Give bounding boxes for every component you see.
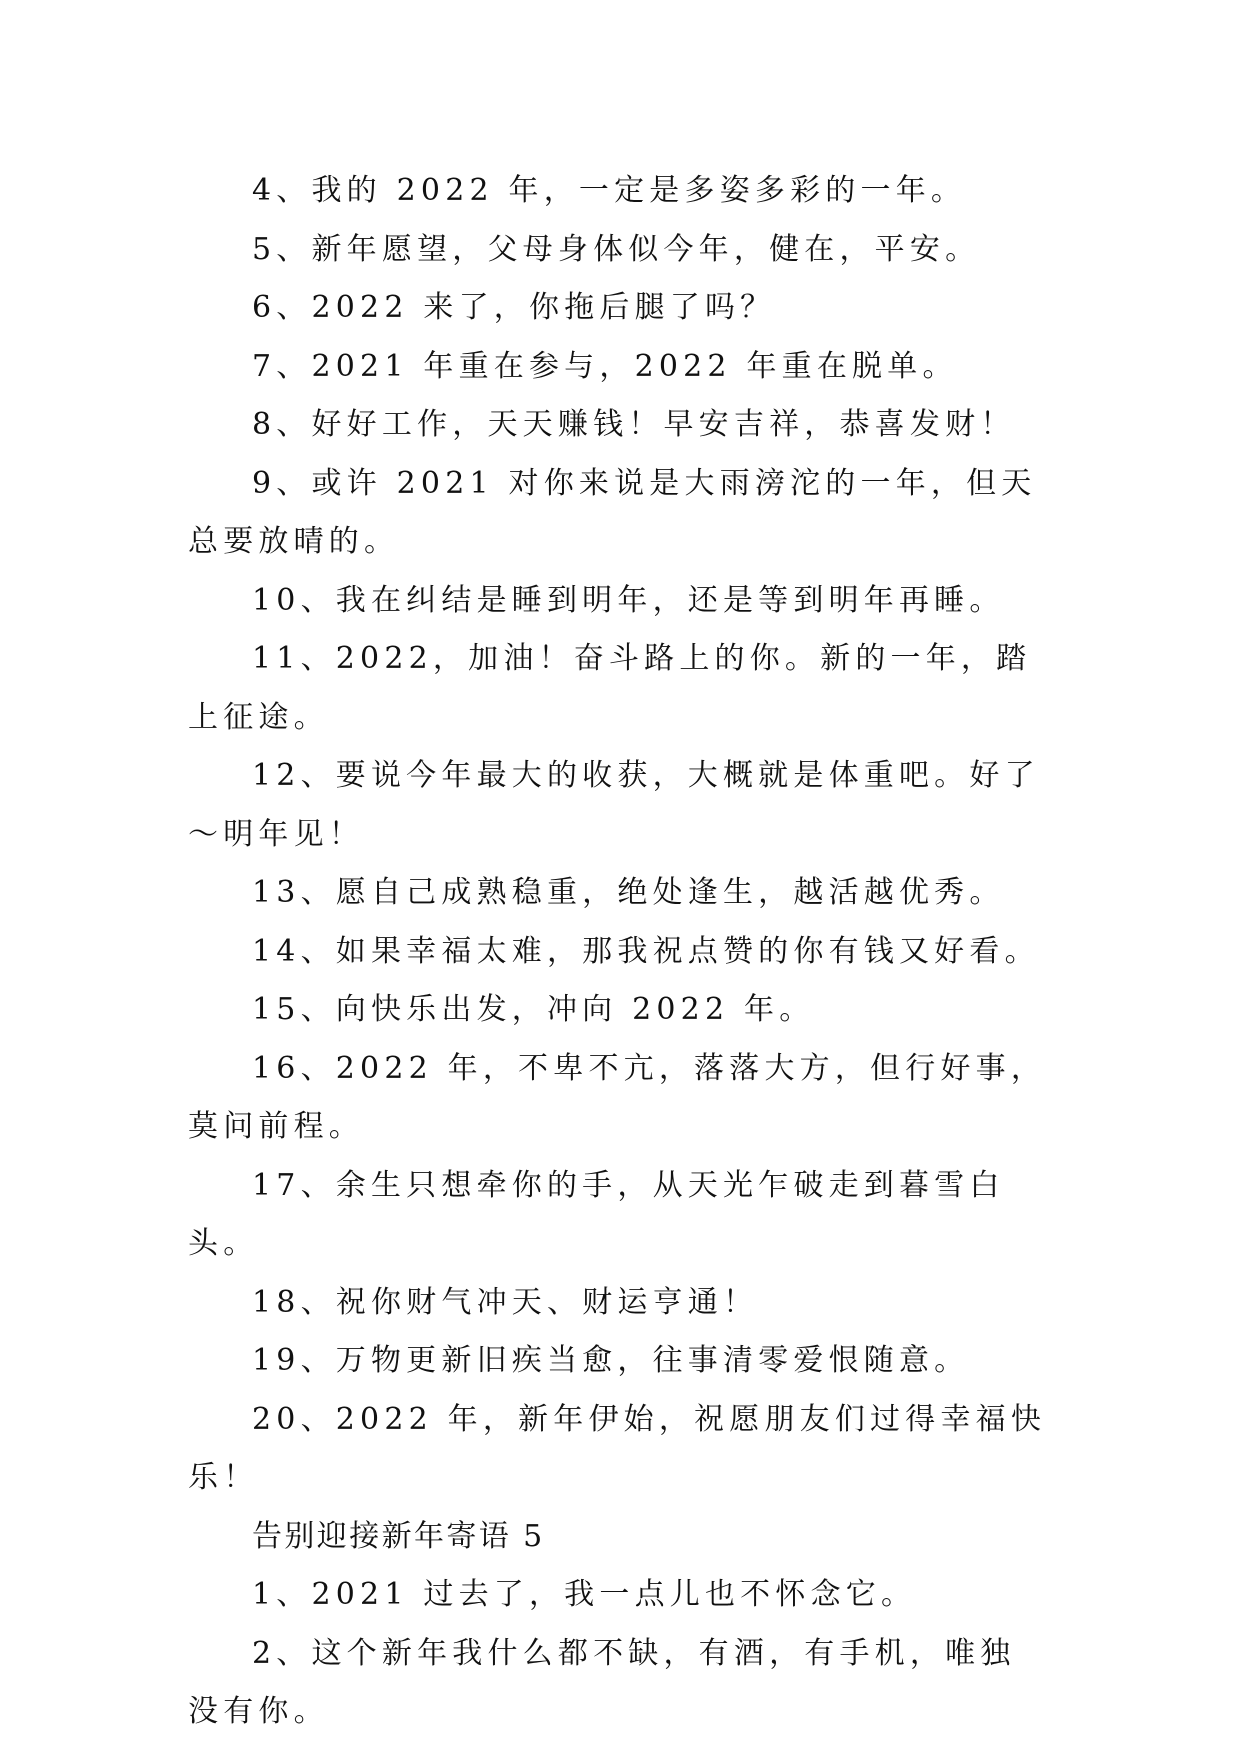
paragraph-15: 15、向快乐出发，冲向 2022 年。 <box>252 992 815 1027</box>
paragraph-5: 5、新年愿望，父母身体似今年，健在，平安。 <box>252 231 981 267</box>
section-paragraph-2: 2、这个新年我什么都不缺，有酒，有手机，唯独没有你。 <box>188 1635 1016 1729</box>
paragraph-13: 13、愿自己成熟稳重，绝处逢生，越活越优秀。 <box>252 875 1005 910</box>
paragraph-9: 9、或许 2021 对你来说是大雨滂沱的一年，但天总要放晴的。 <box>188 465 1037 559</box>
section-heading: 告别迎接新年寄语 5 <box>252 1518 545 1554</box>
paragraph-11: 11、2022，加油！奋斗路上的你。新的一年，踏上征途。 <box>188 641 1032 735</box>
paragraph-14: 14、如果幸福太难，那我祝点赞的你有钱又好看。 <box>252 933 1040 969</box>
paragraph-19: 19、万物更新旧疾当愈，往事清零爱恨随意。 <box>252 1343 970 1378</box>
paragraph-18: 18、祝你财气冲天、财运亨通！ <box>252 1284 759 1320</box>
paragraph-8: 8、好好工作，天天赚钱！早安吉祥，恭喜发财！ <box>252 407 1016 442</box>
paragraph-17: 17、余生只想牵你的手，从天光乍破走到暮雪白头。 <box>188 1167 1005 1261</box>
paragraph-16: 16、2022 年，不卑不亢，落落大方，但行好事，莫问前程。 <box>188 1050 1047 1144</box>
paragraph-6: 6、2022 来了，你拖后腿了吗？ <box>252 290 776 325</box>
section-paragraph-1: 1、2021 过去了，我一点儿也不怀念它。 <box>252 1577 917 1612</box>
paragraph-12: 12、要说今年最大的收获，大概就是体重吧。好了～明年见！ <box>188 758 1040 852</box>
paragraph-20: 20、2022 年，新年伊始，祝愿朋友们过得幸福快乐！ <box>188 1401 1047 1495</box>
paragraph-4: 4、我的 2022 年，一定是多姿多彩的一年。 <box>252 173 967 208</box>
document-body <box>188 162 1048 1742</box>
paragraph-7: 7、2021 年重在参与，2022 年重在脱单。 <box>252 348 958 384</box>
paragraph-10: 10、我在纠结是睡到明年，还是等到明年再睡。 <box>252 582 1005 618</box>
